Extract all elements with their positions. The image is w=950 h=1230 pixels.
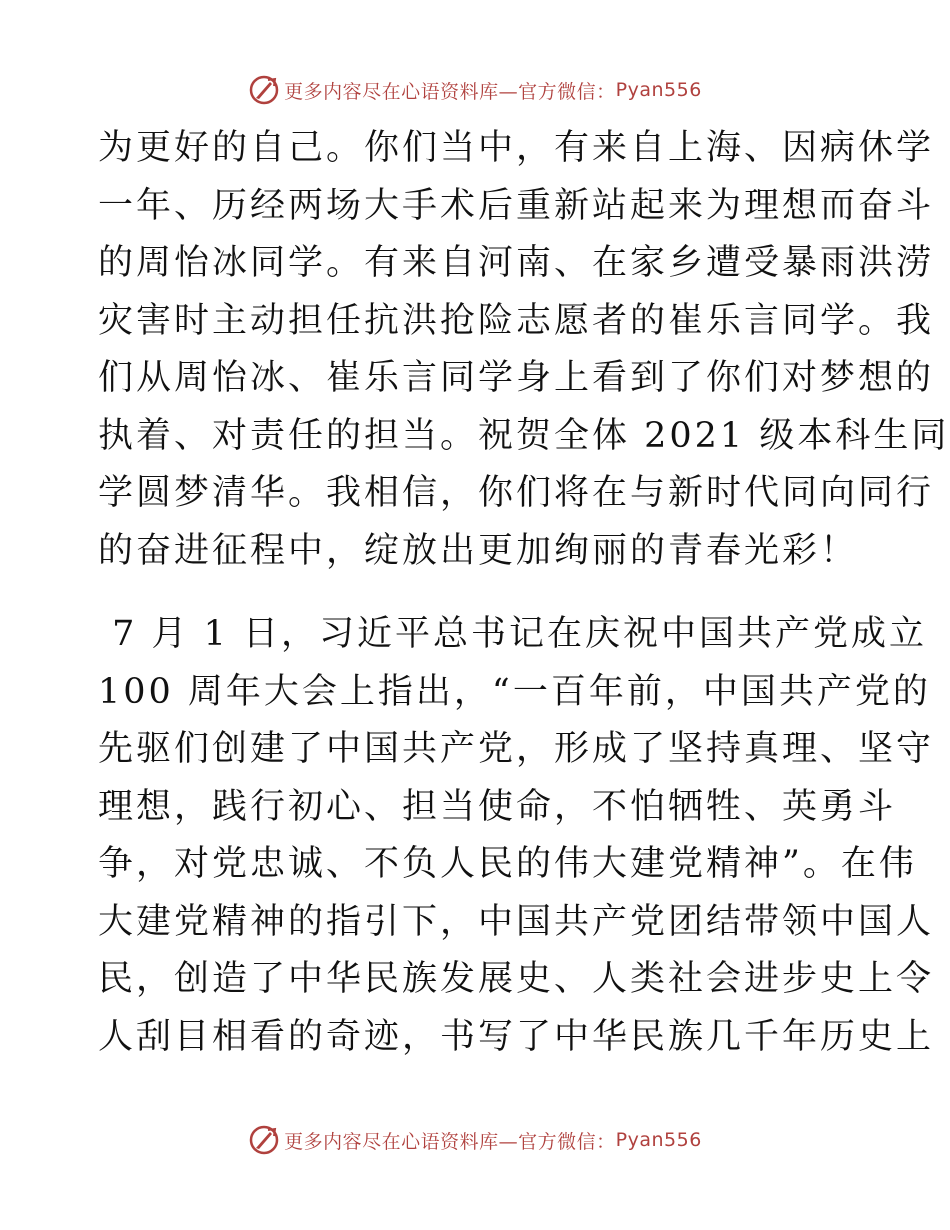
text-line: 的周怡冰同学。有来自河南、在家乡遭受暴雨洪涝 [98,243,935,283]
text-line: 执着、对责任的担当。祝贺全体 2021 级本科生同 [98,415,950,456]
quill-logo-icon [248,1124,280,1156]
text-line: 为更好的自己。你们当中，有来自上海、因病休学 [98,128,935,168]
text-line: 一年、历经两场大手术后重新站起来为理想而奋斗 [98,185,935,226]
text-line: 的奋进征程中，绽放出更加绚丽的青春光彩！ [98,530,859,571]
footer-wechat-id: Pyan556 [615,1129,702,1151]
text-line: 7 月 1 日，习近平总书记在庆祝中国共产党成立 [98,614,928,654]
header-wechat-id: Pyan556 [615,79,702,101]
text-line: 灾害时主动担任抗洪抢险志愿者的崔乐言同学。我 [98,300,935,341]
paragraph-2 [98,606,935,1066]
page-footer-watermark [0,1122,950,1158]
document-body [98,120,950,1066]
footer-watermark-text: 更多内容尽在心语资料库—官方微信： [284,1130,616,1153]
text-line: 民，创造了中华民族发展史、人类社会进步史上令 [98,959,935,999]
page-header-watermark [0,72,950,108]
text-line: 先驱们创建了中国共产党，形成了坚持真理、坚守 [98,729,935,769]
text-line: 们从周怡冰、崔乐言同学身上看到了你们对梦想的 [98,358,935,398]
text-line: 100 周年大会上指出，“一百年前，中国共产党的 [98,671,931,712]
text-line: 理想，践行初心、担当使命，不怕牺牲、英勇斗 [98,786,897,827]
quill-logo-icon [248,74,280,106]
header-watermark-text: 更多内容尽在心语资料库—官方微信： [284,80,616,103]
text-line: 学圆梦清华。我相信，你们将在与新时代同向同行 [98,473,935,513]
text-line: 争，对党忠诚、不负人民的伟大建党精神”。在伟 [98,844,917,884]
text-line: 大建党精神的指引下，中国共产党团结带领中国人 [98,901,935,942]
paragraph-1 [98,120,950,580]
text-line: 人刮目相看的奇迹，书写了中华民族几千年历史上 [98,1016,935,1057]
